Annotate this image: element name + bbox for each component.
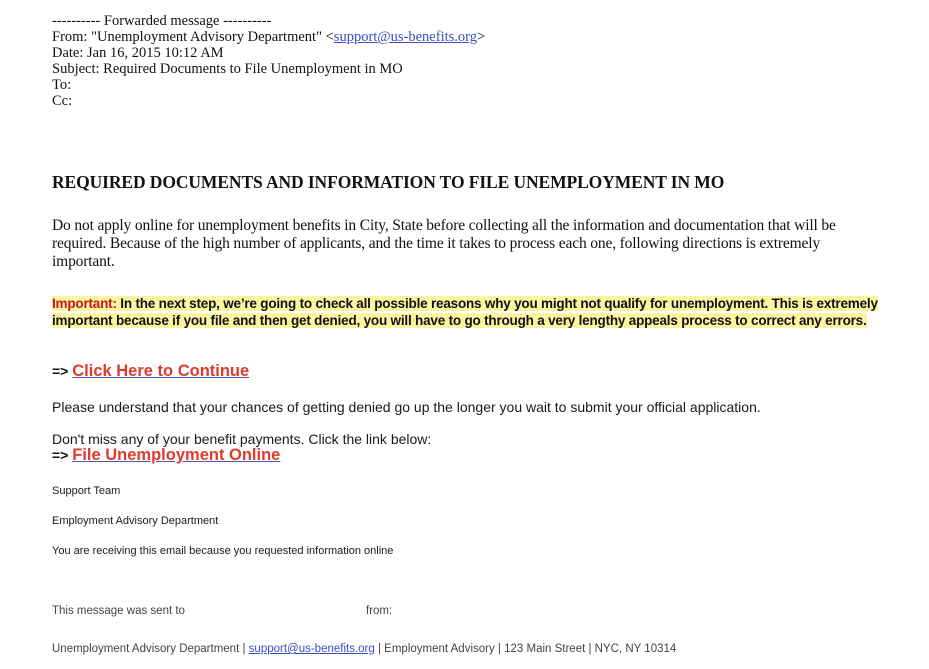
footer-address-line <box>52 643 676 655</box>
receiving-reason: You are receiving this email because you requested information online <box>52 545 394 557</box>
sent-to-label: This message was sent to <box>52 605 185 617</box>
forwarded-header <box>52 13 485 109</box>
file-unemployment-online-link[interactable]: File Unemployment Online <box>72 446 281 464</box>
arrow-icon: => <box>52 363 69 379</box>
sender-email-link[interactable]: support@us-benefits.org <box>333 29 477 45</box>
click-here-to-continue-link[interactable]: Click Here to Continue <box>72 362 250 380</box>
forwarded-label: ---------- Forwarded message ---------- <box>52 13 272 29</box>
continue-line <box>52 362 249 381</box>
from-line <box>52 29 485 45</box>
file-online-line <box>52 446 280 465</box>
subject-line: Subject: Required Documents to File Unemployment in MO <box>52 61 403 77</box>
important-label: Important: <box>52 296 117 311</box>
footer-org: Unemployment Advisory Department | <box>52 643 246 655</box>
important-text: In the next step, we’re going to check all possible reasons why you might not qualify for unemployment. This is extremely important because if you file and then get denied, you will have to go through a very lengthy appeals process to correct any errors. <box>52 296 878 328</box>
footer-email-link[interactable]: support@us-benefits.org <box>248 643 375 655</box>
important-notice <box>52 295 912 329</box>
footer-address: | Employment Advisory | 123 Main Street | NYC, NY 10314 <box>377 643 677 655</box>
date-line: Date: Jan 16, 2015 10:12 AM <box>52 45 224 61</box>
reminder-text: Don't miss any of your benefit payments. Click the link below: <box>52 431 432 447</box>
warning-text: Please understand that your chances of getting denied go up the longer you wait to submit your official application. <box>52 399 761 415</box>
to-line: To: <box>52 77 72 93</box>
signature-department: Employment Advisory Department <box>52 515 219 527</box>
intro-paragraph: Do not apply online for unemployment benefits in City, State before collecting all the information and documentation that will be required. Because of the high number of applicants, and the time it takes to process each one, following directions is extremely important. <box>52 217 836 270</box>
signature-team: Support Team <box>52 485 121 497</box>
cc-line: Cc: <box>52 93 73 109</box>
arrow-icon: => <box>52 447 69 463</box>
footer-sent-line <box>52 605 552 617</box>
from-suffix: > <box>476 29 486 45</box>
from-label: from: <box>366 605 393 617</box>
from-prefix: From: "Unemployment Advisory Department" < <box>52 29 334 45</box>
email-headline: REQUIRED DOCUMENTS AND INFORMATION TO FILE UNEMPLOYMENT IN MO <box>52 172 725 192</box>
